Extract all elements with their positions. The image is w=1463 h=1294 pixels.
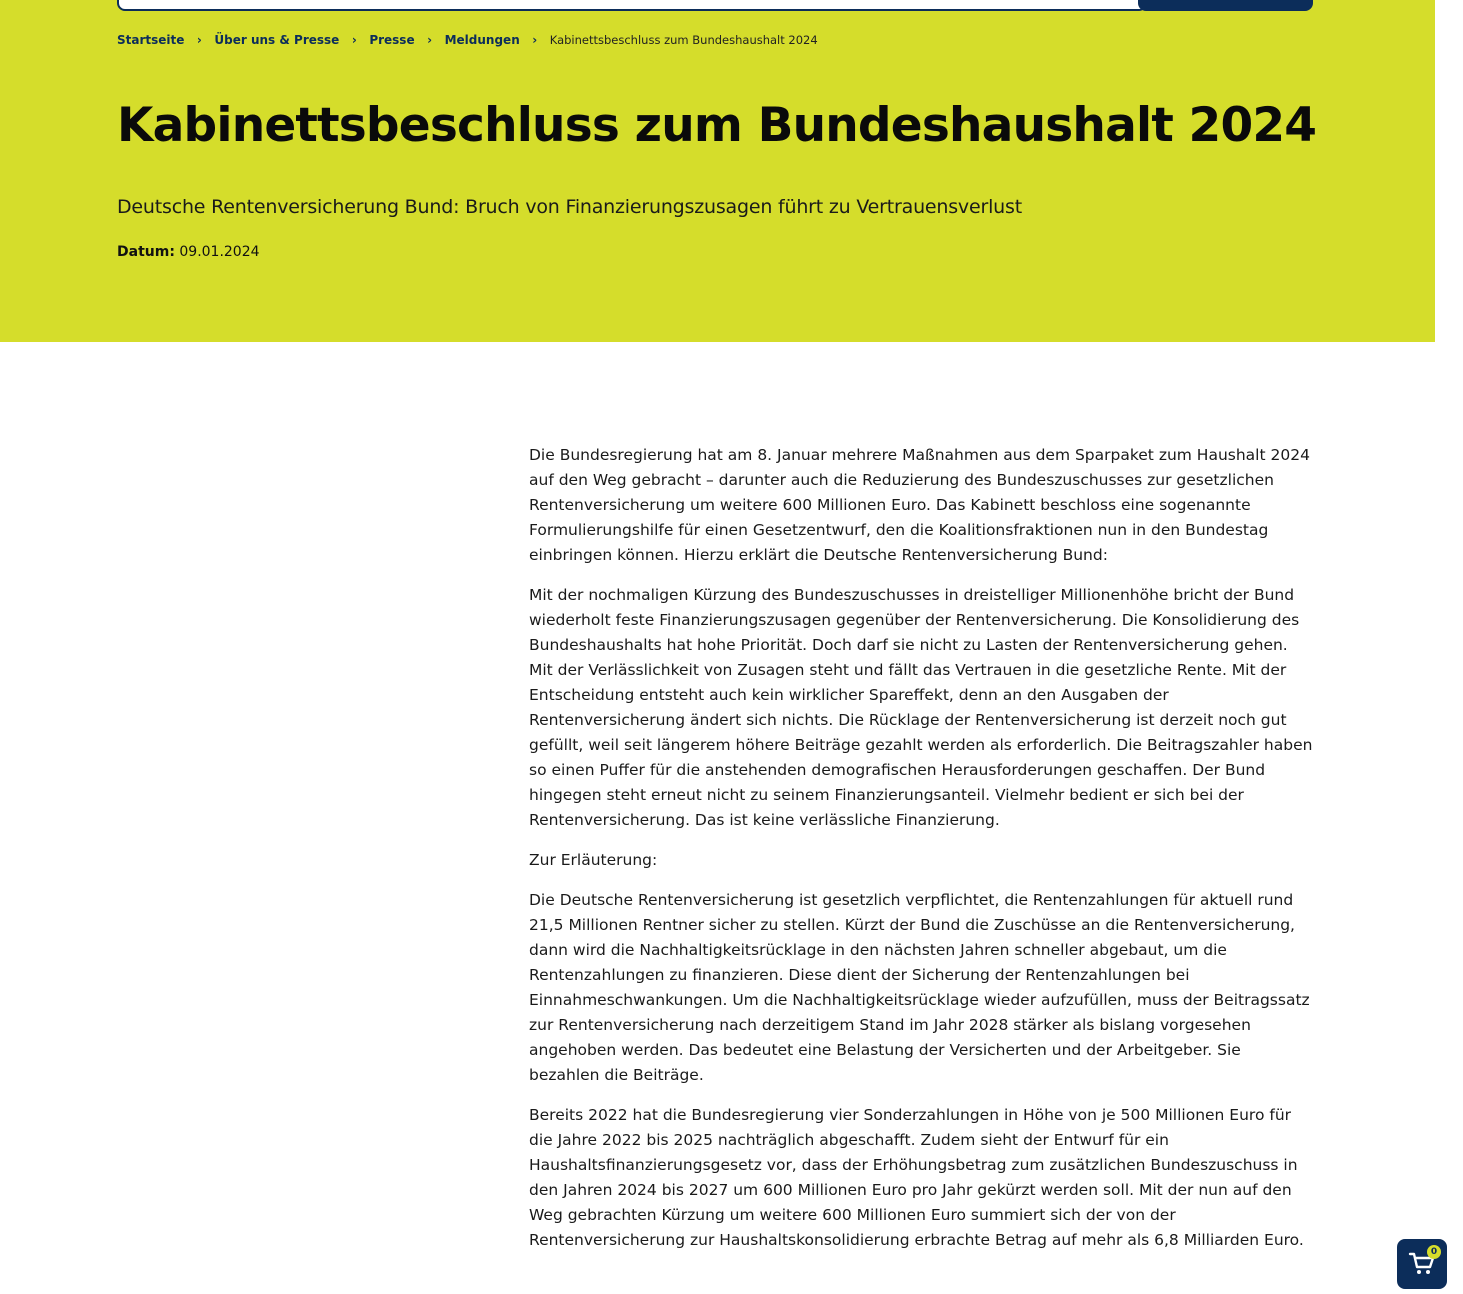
date-label: Datum: (117, 244, 175, 260)
breadcrumb-link-meldungen[interactable]: Meldungen (444, 33, 520, 47)
page-header (0, 0, 1435, 342)
cart-count-badge: 0 (1427, 1245, 1441, 1259)
breadcrumb-current: Kabinettsbeschluss zum Bundeshaushalt 2024 (549, 33, 818, 47)
article-paragraph: Die Deutsche Rentenversicherung ist gesetzlich verpflichtet, die Rentenzahlungen für aktuell rund 21,5 Millionen Rentner sicher zu stellen. Kürzt der Bund die Zuschüsse an die Rentenversicherung, dann wird die Nachhaltigkeitsrücklage in den nächsten Jahren schneller abgebaut, um die Rentenzahlungen zu finanzieren. Diese dient der Sicherung der Rentenzahlungen bei Einnahmeschwankungen. Um die Nachhaltigkeitsrücklage wieder aufzufüllen, muss der Beitragssatz zur Rentenversicherung nach derzeitigem Stand im Jahr 2028 stärker als bislang vorgesehen angehoben werden. Das bedeutet eine Belastung der Versicherten und der Arbeitgeber. Sie bezahlen die Beiträge. (529, 891, 1310, 1084)
chevron-right-icon: › (196, 33, 202, 47)
chevron-right-icon: › (427, 33, 433, 47)
article-paragraph: Bereits 2022 hat die Bundesregierung vier Sonderzahlungen in Höhe von je 500 Millionen Euro für die Jahre 2022 bis 2025 nachträglich abgeschafft. Zudem sieht der Entwurf für ein Haushaltsfinanzierungsgesetz vor, dass der Erhöhungsbetrag zum zusätzlichen Bundeszuschuss in den Jahren 2024 bis 2027 um 600 Millionen Euro pro Jahr gekürzt werden soll. Mit der nun auf den Weg gebrachten Kürzung um weitere 600 Millionen Euro summiert sich der von der Rentenversicherung zur Haushaltskonsolidierung erbrachte Betrag auf mehr als 6,8 Milliarden Euro. (529, 1106, 1304, 1249)
breadcrumb-link-presse[interactable]: Presse (369, 33, 415, 47)
article-paragraph: Zur Erläuterung: (529, 851, 658, 869)
article-body (529, 443, 1313, 1268)
search-input[interactable] (117, 0, 1147, 11)
search-button[interactable] (1138, 0, 1313, 11)
page-title: Kabinettsbeschluss zum Bundeshaushalt 2024 (117, 98, 1317, 153)
breadcrumb-link-ueber-uns-presse[interactable]: Über uns & Presse (214, 33, 340, 47)
article-paragraph: Die Bundesregierung hat am 8. Januar mehrere Maßnahmen aus dem Sparpaket zum Haushalt 2024 auf den Weg gebracht – darunter auch die Reduzierung des Bundeszuschusses zur gesetzlichen Rentenversicherung um weitere 600 Millionen Euro. Das Kabinett beschloss eine sogenannte Formulierungshilfe für einen Gesetzentwurf, den die Koalitionsfraktionen nun in den Bundestag einbringen können. Hierzu erklärt die Deutsche Rentenversicherung Bund: (529, 446, 1310, 564)
page-subtitle: Deutsche Rentenversicherung Bund: Bruch von Finanzierungszusagen führt zu Vertrauensverlust (117, 196, 1022, 218)
chevron-right-icon: › (532, 33, 538, 47)
chevron-right-icon: › (351, 33, 357, 47)
article-paragraph: Mit der nochmaligen Kürzung des Bundeszuschusses in dreistelliger Millionenhöhe bricht der Bund wiederholt feste Finanzierungszusagen gegenüber der Rentenversicherung. Die Konsolidierung des Bundeshaushalts hat hohe Priorität. Doch darf sie nicht zu Lasten der Rentenversicherung gehen. Mit der Verlässlichkeit von Zusagen steht und fällt das Vertrauen in die gesetzliche Rente. Mit der Entscheidung entsteht auch kein wirklicher Spareffekt, denn an den Ausgaben der Rentenversicherung ändert sich nichts. Die Rücklage der Rentenversicherung ist derzeit noch gut gefüllt, weil seit längerem höhere Beiträge gezahlt werden als erforderlich. Die Beitragszahler haben so einen Puffer für die anstehenden demografischen Herausforderungen geschaffen. Der Bund hingegen steht erneut nicht zu seinem Finanzierungsanteil. Vielmehr bedient er sich bei der Rentenversicherung. Das ist keine verlässliche Finanzierung. (529, 586, 1313, 829)
breadcrumb-link-startseite[interactable]: Startseite (117, 33, 185, 47)
publication-date (117, 242, 260, 262)
breadcrumb (117, 32, 818, 48)
cart-button[interactable] (1397, 1239, 1447, 1289)
date-value: 09.01.2024 (179, 244, 260, 260)
